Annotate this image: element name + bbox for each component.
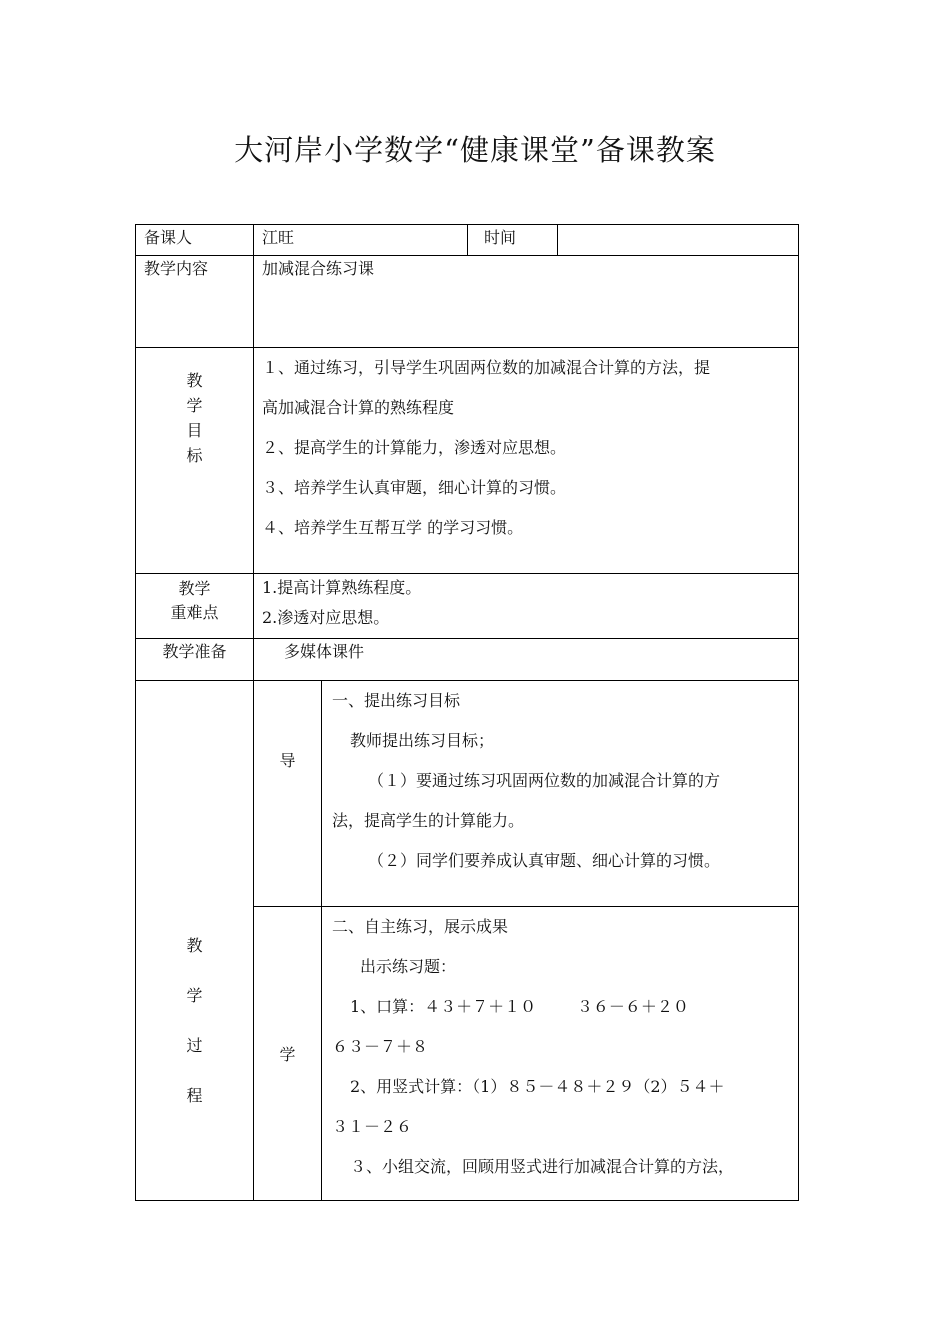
stage-line: 教师提出练习目标； <box>350 731 495 750</box>
time-label-cell <box>468 225 558 256</box>
content-label-cell <box>136 256 254 348</box>
process-label-char: 过 <box>186 1036 203 1055</box>
keypoints-row <box>136 574 799 639</box>
time-label: 时间 <box>484 228 517 247</box>
keypoints-label-line: 重难点 <box>170 603 219 622</box>
prep-label: 教学准备 <box>162 642 227 661</box>
prep-label-cell <box>136 639 254 681</box>
preparer-label-cell <box>136 225 254 256</box>
stage-line: ３１－２６ <box>332 1117 413 1136</box>
stage-line: 法，提高学生的计算能力。 <box>332 811 525 830</box>
time-value <box>558 225 798 228</box>
document-title: 大河岸小学数学“健康课堂”备课教案 <box>234 133 716 167</box>
process-label <box>136 681 253 1121</box>
stage-line: 一、提出练习目标 <box>332 691 461 710</box>
goal-item: ２、提高学生的计算能力，渗透对应思想。 <box>262 438 567 457</box>
goals-label-cell <box>136 348 254 574</box>
goals-list <box>254 348 798 548</box>
goals-label-char: 标 <box>186 446 203 465</box>
goal-item: 高加减混合计算的熟练程度 <box>262 398 455 417</box>
stage-line: （２）同学们要养成认真审题、细心计算的习惯。 <box>368 851 721 870</box>
stage-learn-content-cell <box>322 907 799 1201</box>
stage-guide-label-cell <box>254 681 322 907</box>
process-label-char: 程 <box>186 1086 203 1105</box>
goals-label-char: 目 <box>186 421 203 440</box>
stage-learn-label: 学 <box>279 1045 296 1064</box>
content-label: 教学内容 <box>144 259 209 278</box>
process-label-char: 学 <box>186 986 203 1005</box>
time-value-cell <box>558 225 799 256</box>
keypoints-value-cell <box>254 574 799 639</box>
stage-line: （１）要通过练习巩固两位数的加减混合计算的方 <box>368 771 721 790</box>
process-row-guide <box>136 681 799 907</box>
keypoint-item: 1.提高计算熟练程度。 <box>262 578 422 597</box>
stage-line: ３、小组交流，回顾用竖式进行加减混合计算的方法， <box>350 1157 735 1176</box>
content-value-cell <box>254 256 799 348</box>
goal-item: ３、培养学生认真审题，细心计算的习惯。 <box>262 478 567 497</box>
stage-line: ６３－７＋８ <box>332 1037 429 1056</box>
content-row <box>136 256 799 348</box>
stage-guide-content-cell <box>322 681 799 907</box>
keypoints-label-line: 教学 <box>178 579 211 598</box>
process-label-cell <box>136 681 254 1201</box>
preparer-name: 江旺 <box>262 228 295 247</box>
stage-guide-content <box>322 681 798 881</box>
process-label-char: 教 <box>186 936 203 955</box>
stage-line: 1、口算：４３＋７＋１０ ３６－６＋２０ <box>350 997 689 1016</box>
keypoints-label <box>136 574 253 625</box>
lesson-plan-table <box>135 224 799 1201</box>
goals-label <box>136 348 253 468</box>
prep-row <box>136 639 799 681</box>
content-value: 加减混合练习课 <box>262 259 375 278</box>
keypoint-item: 2.渗透对应思想。 <box>262 608 390 627</box>
goals-row <box>136 348 799 574</box>
goal-item: ４、培养学生互帮互学 的学习习惯。 <box>262 518 524 537</box>
stage-learn-content <box>322 907 798 1187</box>
preparer-label: 备课人 <box>144 228 193 247</box>
keypoints-list <box>254 574 798 635</box>
preparer-value-cell <box>254 225 468 256</box>
goals-label-char: 学 <box>186 396 203 415</box>
goal-item: １、通过练习，引导学生巩固两位数的加减混合计算的方法，提 <box>262 358 711 377</box>
stage-learn-label-cell <box>254 907 322 1201</box>
goals-value-cell <box>254 348 799 574</box>
keypoints-label-cell <box>136 574 254 639</box>
prep-value: 多媒体课件 <box>284 642 365 661</box>
stage-guide-label: 导 <box>279 750 296 770</box>
stage-line: 出示练习题： <box>360 957 457 976</box>
prep-value-cell <box>254 639 799 681</box>
stage-line: 二、自主练习，展示成果 <box>332 917 509 936</box>
header-row <box>136 225 799 256</box>
goals-label-char: 教 <box>186 371 203 390</box>
stage-line: 2、用竖式计算：（1）８５－４８＋２９（2）５４＋ <box>350 1077 725 1096</box>
